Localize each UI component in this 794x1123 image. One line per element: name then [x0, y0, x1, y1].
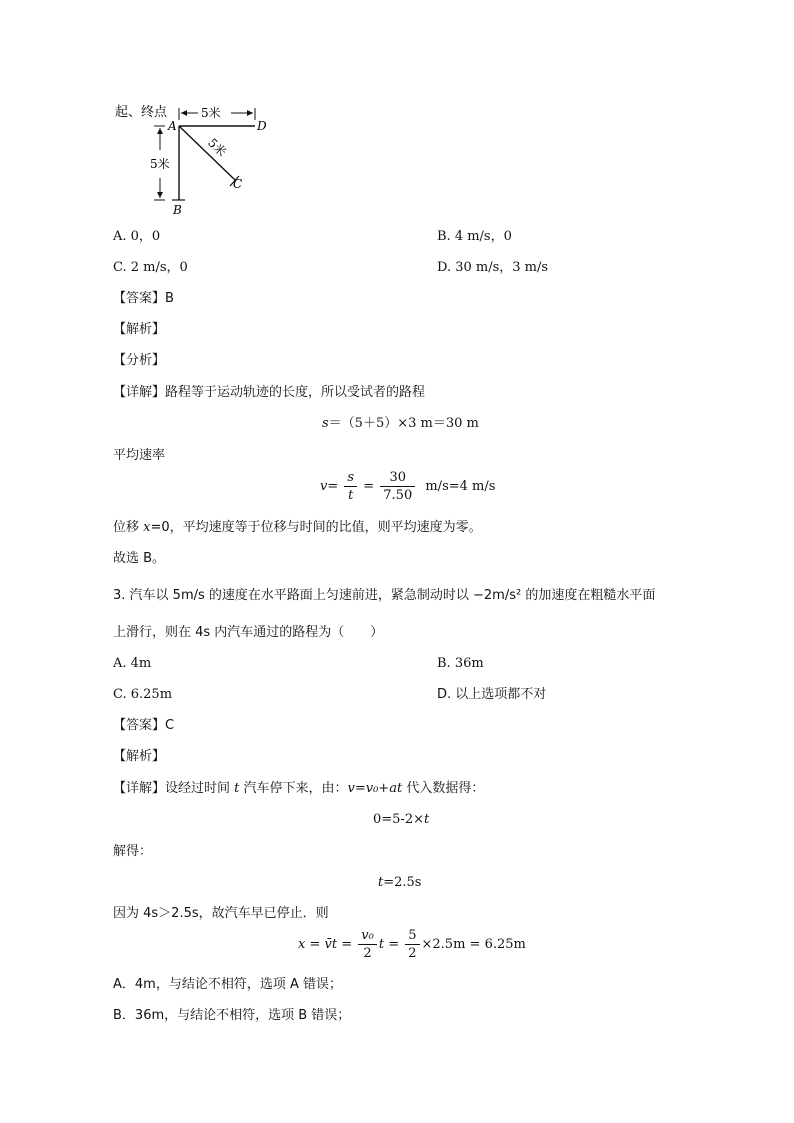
q3-detail-t: t: [234, 781, 240, 796]
left-dimension-label: 5米: [150, 157, 170, 171]
eq4-rest: =2.5s: [383, 875, 422, 890]
eq2-numerator: 30: [380, 471, 415, 487]
q3-option-c: C. 6.25m: [113, 687, 173, 702]
eq2-equals: =: [327, 479, 339, 494]
eq5-eq-b: =: [337, 937, 357, 952]
q2-equation-distance: [322, 417, 479, 430]
eq5-vt: v̄t: [324, 937, 338, 952]
eq5-den2: 2: [408, 946, 417, 961]
eq2-fraction-values: [380, 471, 415, 502]
disp-prefix: 位移: [113, 520, 144, 535]
q2-option-a: A. 0，0: [113, 229, 161, 244]
q3-equation-t: [378, 876, 421, 889]
q3-because: 因为 4s＞2.5s，故汽车早已停止．则: [113, 906, 329, 921]
q3-option-d: D. 以上选项都不对: [437, 687, 547, 702]
eq2-denominator: 7.50: [383, 488, 413, 503]
eq5-den1: 2: [363, 946, 372, 961]
eq1-rest: ＝（5＋5）×3 m＝30 m: [328, 416, 479, 431]
disp-x: x: [143, 520, 151, 535]
eq1-symbol-s: s: [322, 416, 329, 431]
eq2-fraction-s-over-t: [344, 471, 357, 502]
q3-detail-formula: v=v₀+at: [347, 781, 403, 796]
start-end-label: 起、终点: [115, 105, 168, 120]
q2-option-c: C. 2 m/s，0: [113, 260, 188, 275]
q2-analysis-heading: 【解析】: [113, 322, 166, 337]
eq2-symbol-v: v: [320, 479, 328, 494]
q2-detail: 【详解】路程等于运动轨迹的长度，所以受试者的路程: [113, 385, 426, 400]
eq2-s: s: [344, 471, 357, 487]
eq5-eq-c: =: [384, 937, 404, 952]
q3-check-b: B．36m，与结论不相符，选项 B 错误；: [113, 1008, 351, 1023]
eq2-t: t: [348, 488, 354, 503]
track-diagram: [105, 98, 295, 223]
eq3-text: 0=5-2×: [373, 812, 424, 827]
eq4-t: t: [378, 875, 384, 890]
diagonal-dimension-label: 5米: [205, 135, 230, 160]
q2-average-rate-label: 平均速率: [113, 448, 166, 463]
eq5-eq-a: =: [305, 937, 325, 952]
q3-equation-zero: [373, 813, 429, 826]
q3-check-a: A．4m，与结论不相符，选项 A 错误；: [113, 977, 342, 992]
eq3-t: t: [424, 812, 430, 827]
eq5-num2: 5: [405, 929, 419, 945]
q2-option-d: D. 30 m/s，3 m/s: [437, 260, 549, 275]
point-c-label: C: [233, 177, 243, 191]
q3-answer: 【答案】C: [113, 718, 175, 733]
eq2-equals-2: =: [363, 479, 375, 494]
q3-detail: [113, 782, 484, 795]
q2-option-b: B. 4 m/s，0: [437, 229, 512, 244]
q3-detail-suffix: 代入数据得：: [402, 781, 485, 796]
q3-analysis-heading: 【解析】: [113, 749, 166, 764]
q3-option-a: A. 4m: [113, 656, 152, 671]
q2-displacement: [113, 521, 482, 534]
q3-stem-line2: 上滑行，则在 4s 内汽车通过的路程为（ ）: [113, 625, 384, 640]
eq5-t: t: [378, 937, 385, 952]
point-a-label: A: [168, 119, 177, 133]
q3-detail-prefix: 【详解】设经过时间: [113, 781, 235, 796]
eq5-x: x: [298, 937, 306, 952]
eq2-unit: m/s=4 m/s: [425, 479, 496, 494]
q2-answer: 【答案】B: [113, 291, 174, 306]
q2-choose: 故选 B。: [113, 551, 166, 566]
eq5-fraction-v0-over-2: [358, 929, 377, 960]
q2-equation-rate: [320, 471, 495, 502]
eq5-fraction-5-over-2: [405, 929, 419, 960]
q3-stem-line1: 3. 汽车以 5m/s 的速度在水平路面上匀速前进，紧急制动时以 −2m/s² 的加速度在粗糙水平面: [113, 588, 656, 603]
point-b-label: B: [173, 203, 182, 217]
q3-option-b: B. 36m: [437, 656, 484, 671]
q3-solve-label: 解得：: [113, 844, 153, 859]
eq5-result: ×2.5m = 6.25m: [421, 937, 526, 952]
point-d-label: D: [257, 119, 267, 133]
top-dimension-label: 5米: [201, 106, 221, 120]
disp-rest: =0，平均速度等于位移与时间的比值，则平均速度为零。: [150, 520, 482, 535]
q3-detail-mid: 汽车停下来，由：: [239, 781, 348, 796]
q2-fenxi-heading: 【分析】: [113, 353, 166, 368]
eq5-num1: v₀: [358, 929, 377, 945]
q3-equation-x: [298, 929, 526, 960]
